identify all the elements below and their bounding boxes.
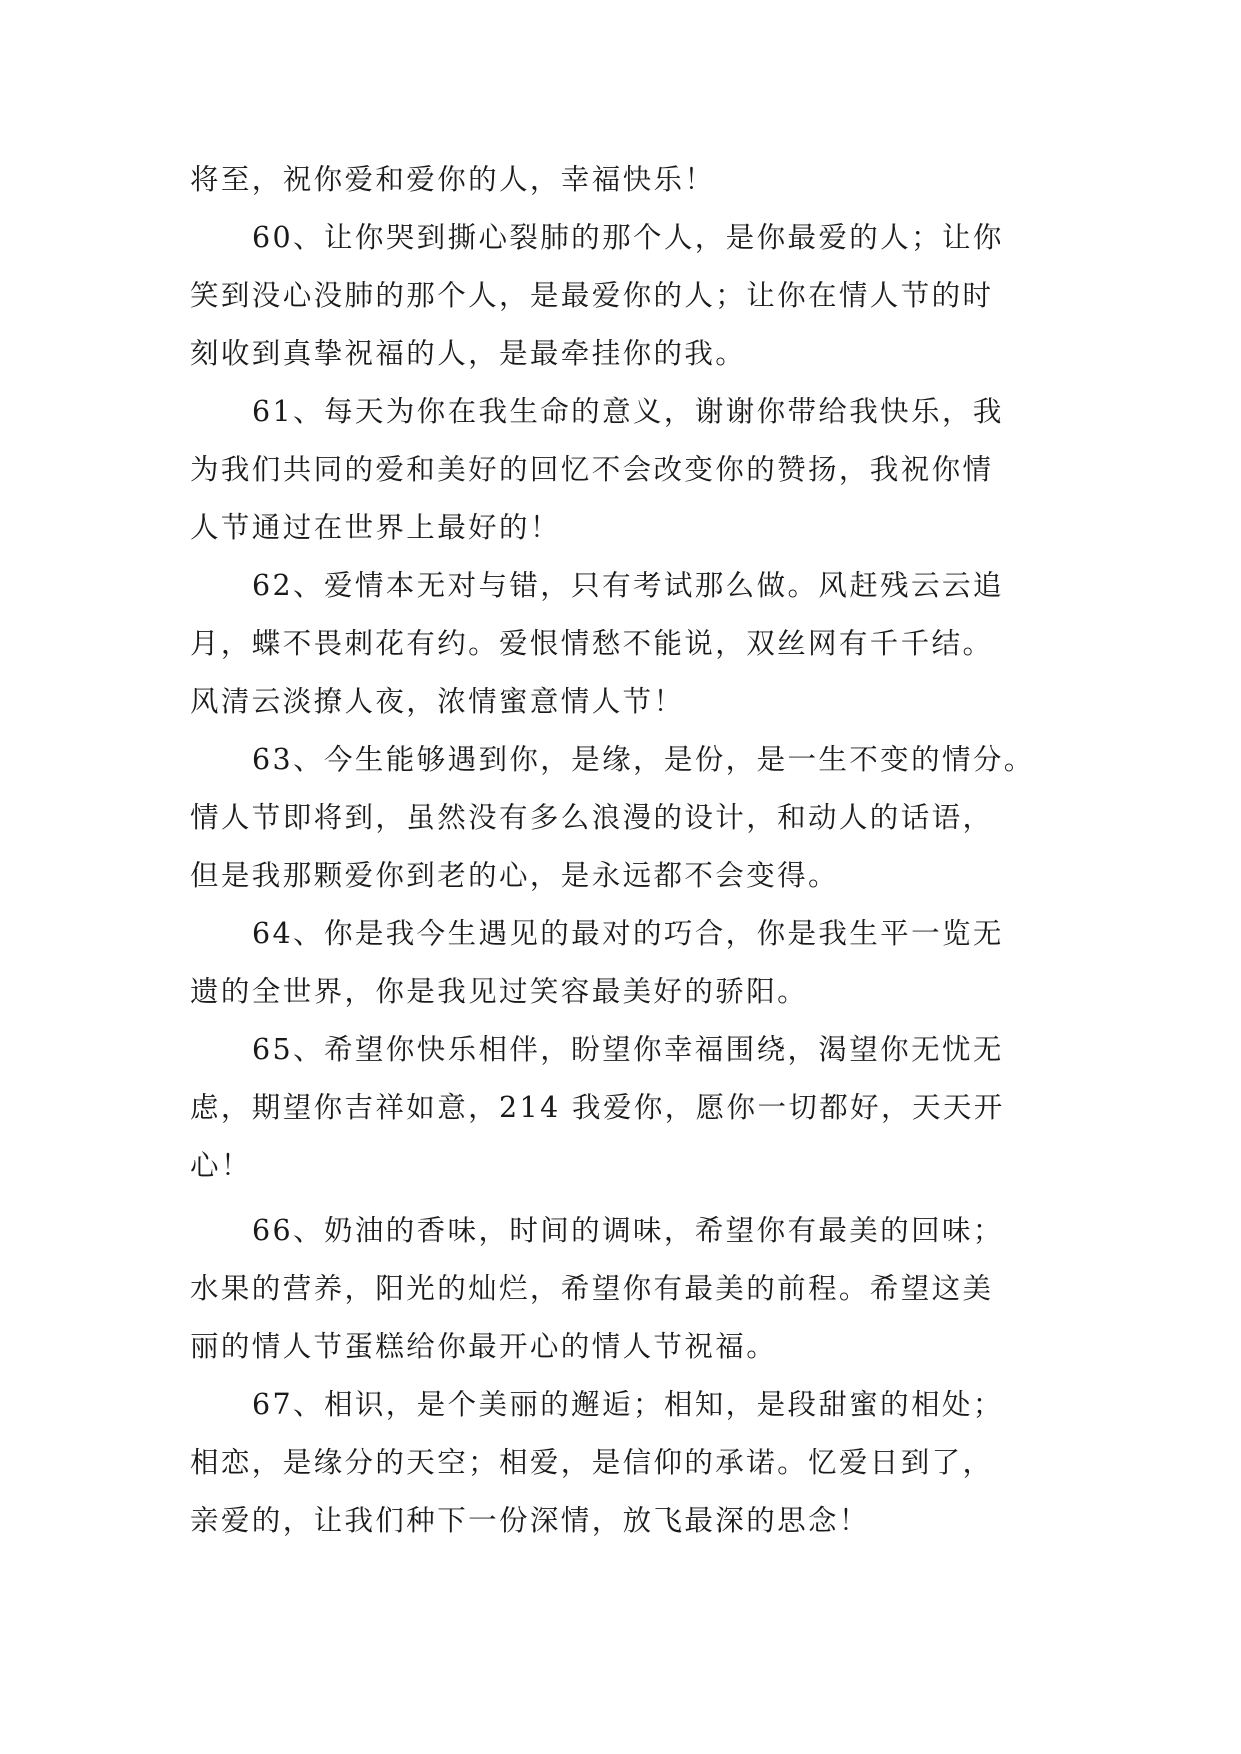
- text-line: 65、希望你快乐相伴，盼望你幸福围绕，渴望你无忧无: [252, 1033, 1004, 1066]
- text-line: 情人节即将到，虽然没有多么浪漫的设计，和动人的话语，: [190, 801, 994, 834]
- paragraph-62: [190, 557, 1060, 731]
- text-line: 人节通过在世界上最好的！: [190, 511, 561, 544]
- text-line: 67、相识，是个美丽的邂逅；相知，是段甜蜜的相处；: [252, 1388, 1004, 1421]
- document-body: [190, 151, 1060, 1550]
- text-line: 笑到没心没肺的那个人，是最爱你的人；让你在情人节的时: [190, 279, 994, 312]
- paragraph-61: [190, 383, 1060, 557]
- text-line: 61、每天为你在我生命的意义，谢谢你带给我快乐，我: [252, 395, 1004, 428]
- paragraph-65: [190, 1021, 1060, 1195]
- paragraph-spacer: [190, 1195, 1060, 1202]
- text-line: 亲爱的，让我们种下一份深情，放飞最深的思念！: [190, 1504, 870, 1537]
- paragraph-64: [190, 905, 1060, 1021]
- text-line: 63、今生能够遇到你，是缘，是份，是一生不变的情分。: [252, 743, 1035, 776]
- text-line: 为我们共同的爱和美好的回忆不会改变你的赞扬，我祝你情: [190, 453, 994, 486]
- text-line: 水果的营养，阳光的灿烂，希望你有最美的前程。希望这美: [190, 1272, 994, 1305]
- paragraph-67: [190, 1376, 1060, 1550]
- text-line: 62、爱情本无对与错，只有考试那么做。风赶残云云追: [252, 569, 1004, 602]
- text-line: 丽的情人节蛋糕给你最开心的情人节祝福。: [190, 1330, 778, 1363]
- text-line: 64、你是我今生遇见的最对的巧合，你是我生平一览无: [252, 917, 1004, 950]
- paragraph-63: [190, 731, 1060, 905]
- text-line: 66、奶油的香味，时间的调味，希望你有最美的回味；: [252, 1214, 1004, 1247]
- paragraph-60: [190, 209, 1060, 383]
- text-line: 风清云淡撩人夜，浓情蜜意情人节！: [190, 685, 685, 718]
- paragraph-59-continuation: [190, 151, 1060, 209]
- text-line: 心！: [190, 1149, 252, 1182]
- text-line: 遗的全世界，你是我见过笑容最美好的骄阳。: [190, 975, 809, 1008]
- text-line: 月，蝶不畏刺花有约。爱恨情愁不能说，双丝网有千千结。: [190, 627, 994, 660]
- text-line: 虑，期望你吉祥如意，214 我爱你，愿你一切都好，天天开: [190, 1091, 1005, 1124]
- text-line: 相恋，是缘分的天空；相爱，是信仰的承诺。忆爱日到了，: [190, 1446, 994, 1479]
- text-line: 将至，祝你爱和爱你的人，幸福快乐！: [190, 163, 716, 196]
- paragraph-66: [190, 1202, 1060, 1376]
- text-line: 刻收到真挚祝福的人，是最牵挂你的我。: [190, 337, 747, 370]
- text-line: 但是我那颗爱你到老的心，是永远都不会变得。: [190, 859, 839, 892]
- text-line: 60、让你哭到撕心裂肺的那个人，是你最爱的人；让你: [252, 221, 1004, 254]
